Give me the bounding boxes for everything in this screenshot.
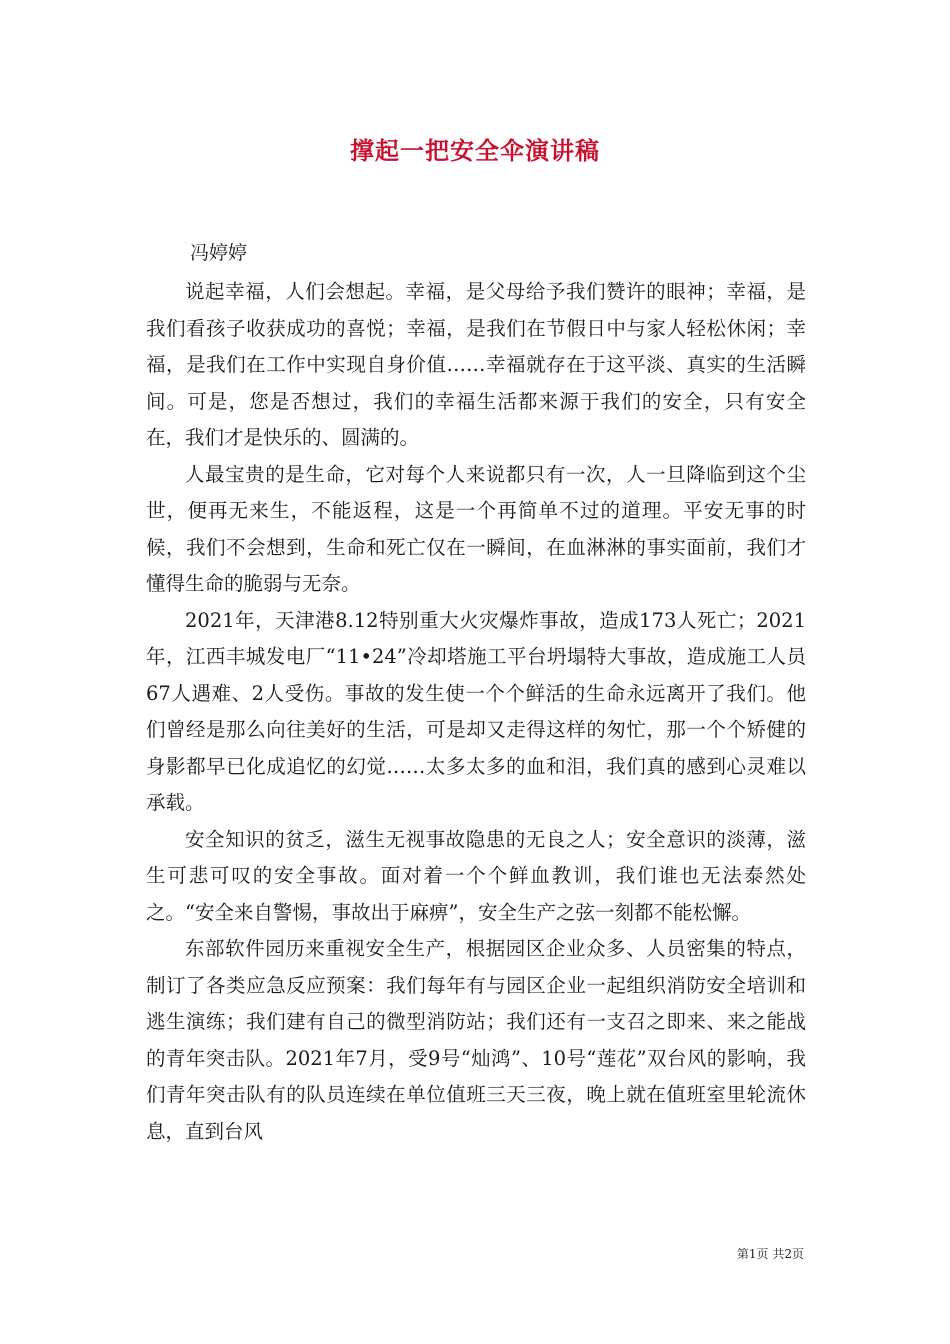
document-title: 撑起一把安全伞演讲稿: [350, 136, 600, 165]
paragraph: 2021年，天津港8.12特别重大火灾爆炸事故，造成173人死亡；2021年，江西丰城发电厂“11•24”冷却塔施工平台坍塌特大事故，造成施工人员67人遇难、2人受伤。事故的发生使一个个鲜活的生命永远离开了我们。他们曾经是那么向往美好的生活，可是却又走得这样的匆忙，那一个个矫健的身影都早已化成追忆的幻觉……太多太多的血和泪，我们真的感到心灵难以承载。: [146, 608, 806, 814]
page-number: 第1页 共2页: [736, 1247, 804, 1261]
paragraph: 安全知识的贫乏，滋生无视事故隐患的无良之人；安全意识的淡薄，滋生可悲可叹的安全事故。面对着一个个鲜血教训，我们谁也无法泰然处之。“安全来自警惕，事故出于麻痹”，安全生产之弦一刻都不能松懈。: [146, 827, 806, 924]
paragraph: 说起幸福，人们会想起。幸福，是父母给予我们赞许的眼神；幸福，是我们看孩子收获成功的喜悦；幸福，是我们在节假日中与家人轻松休闲；幸福，是我们在工作中实现自身价值……幸福就存在于这平淡、真实的生活瞬间。可是，您是否想过，我们的幸福生活都来源于我们的安全，只有安全在，我们才是快乐的、圆满的。: [146, 280, 806, 449]
document-body: [146, 274, 806, 1150]
paragraph: 人最宝贵的是生命，它对每个人来说都只有一次，人一旦降临到这个尘世，便再无来生，不能返程，这是一个再简单不过的道理。平安无事的时候，我们不会想到，生命和死亡仅在一瞬间，在血淋淋的事实面前，我们才懂得生命的脆弱与无奈。: [146, 462, 806, 595]
author-name: 冯婷婷: [190, 242, 248, 264]
paragraph: 东部软件园历来重视安全生产，根据园区企业众多、人员密集的特点，制订了各类应急反应预案：我们每年有与园区企业一起组织消防安全培训和逃生演练；我们建有自己的微型消防站；我们还有一支召之即来、来之能战的青年突击队。2021年7月，受9号“灿鸿”、10号“莲花”双台风的影响，我们青年突击队有的队员连续在单位值班三天三夜，晚上就在值班室里轮流休息，直到台风: [146, 937, 806, 1143]
